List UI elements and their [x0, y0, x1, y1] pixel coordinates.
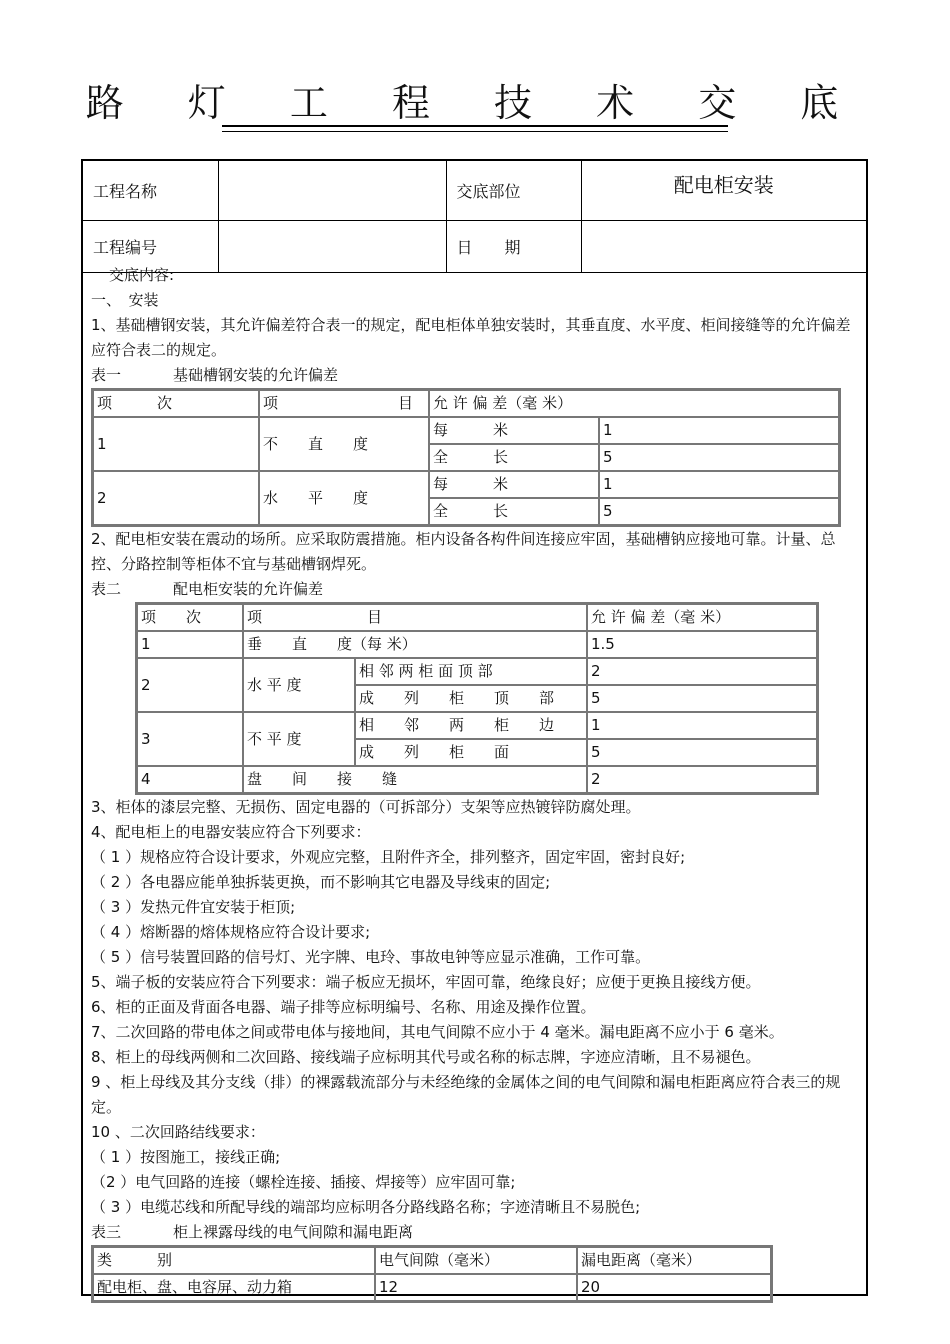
para-8: 8、柜上的母线两侧和二次回路、接线端子应标明其代号或名称的标志牌，字迹应清晰，且不易褪色。 — [91, 1048, 761, 1066]
table3-row1-creepage: 20 — [577, 1274, 771, 1301]
para-3: 3、柜体的漆层完整、无损伤、固定电器的（可拆部分）支架等应热镀锌防腐处理。 — [91, 798, 641, 816]
para-7: 7、二次回路的带电体之间或带电体与接地间，其电气间隙不应小于 4 毫米。漏电距离不应小于 6 毫米。 — [91, 1023, 784, 1041]
para-6: 6、柜的正面及背面各电器、端子排等应标明编号、名称、用途及操作位置。 — [91, 998, 596, 1016]
para-10: 10 、二次回路结线要求： — [91, 1123, 265, 1141]
table2-header-tolerance: 允 许 偏 差（毫 米） — [587, 604, 817, 631]
para-4-1: （ 1 ）规格应符合设计要求，外观应完整，且附件齐全，排列整齐，固定牢固，密封良好; — [91, 848, 686, 866]
content-intro: 交底内容: — [109, 266, 175, 284]
disclosure-content — [91, 263, 860, 1303]
table2-row4-item: 盘 间 接 缝 — [243, 766, 587, 793]
part-field[interactable]: 配电柜安装 — [581, 161, 866, 221]
disclosure-form — [81, 159, 868, 1296]
para-4-3: （ 3 ）发热元件宜安装于柜顶; — [91, 898, 296, 916]
table2-row3-no: 3 — [137, 712, 243, 766]
table2-row4-value: 2 — [587, 766, 817, 793]
table1-row2a-value: 1 — [599, 471, 839, 498]
title-underline-thick — [222, 125, 728, 127]
table2-row1-no: 1 — [137, 631, 243, 658]
table3 — [91, 1245, 773, 1303]
table2-row2-item: 水 平 度 — [243, 658, 355, 712]
para-4: 4、配电柜上的电器安装应符合下列要求： — [91, 823, 371, 841]
table2-row3b-key: 成 列 柜 面 — [355, 739, 587, 766]
table3-header-clearance: 电气间隙（毫米） — [375, 1247, 577, 1274]
table3-row1-category: 配电柜、盘、电容屏、动力箱 — [93, 1274, 375, 1301]
table1-row2b-value: 5 — [599, 498, 839, 525]
table2-row1-item: 垂 直 度（每 米） — [243, 631, 587, 658]
table3-caption-no: 表三 — [91, 1223, 122, 1241]
section-install: 一、 安装 — [91, 291, 159, 309]
table1-row1-item: 不 直 度 — [259, 417, 429, 471]
table1-row1-no: 1 — [93, 417, 259, 471]
document-title: 路 灯 工 程 技 术 交 底 — [85, 81, 865, 125]
table3-caption — [91, 1220, 860, 1245]
table1-row1a-value: 1 — [599, 417, 839, 444]
table2-row3a-key: 相 邻 两 柜 边 — [355, 712, 587, 739]
table2-row3-item: 不 平 度 — [243, 712, 355, 766]
table3-caption-text: 柜上裸露母线的电气间隙和漏电距离 — [173, 1223, 414, 1241]
table2-row2b-value: 5 — [587, 685, 817, 712]
para-10-3: （ 3 ）电缆芯线和所配导线的端部均应标明各分路线路名称；字迹清晰且不易脱色; — [91, 1198, 641, 1216]
project-name-label: 工程名称 — [83, 161, 218, 221]
table2 — [135, 602, 819, 795]
table1-row1b-value: 5 — [599, 444, 839, 471]
para-10-2: （2 ）电气回路的连接（螺栓连接、插接、焊接等）应牢固可靠; — [91, 1173, 516, 1191]
table2-row1-value: 1.5 — [587, 631, 817, 658]
table1-row2-no: 2 — [93, 471, 259, 525]
table1-row2b-key: 全 长 — [429, 498, 599, 525]
table2-row2b-key: 成 列 柜 顶 部 — [355, 685, 587, 712]
table2-caption-no: 表二 — [91, 580, 122, 598]
project-no-label: 工程编号 — [83, 221, 218, 273]
table1-header-item: 项 目 — [259, 390, 429, 417]
table2-caption — [91, 577, 860, 602]
table2-row3b-value: 5 — [587, 739, 817, 766]
table1-row1a-key: 每 米 — [429, 417, 599, 444]
table2-row4-no: 4 — [137, 766, 243, 793]
table2-row2-no: 2 — [137, 658, 243, 712]
table3-header-creepage: 漏电距离（毫米） — [577, 1247, 771, 1274]
para-10-1: （ 1 ）按图施工，接线正确; — [91, 1148, 281, 1166]
table3-header-category: 类 别 — [93, 1247, 375, 1274]
project-name-field[interactable] — [218, 161, 446, 221]
part-label: 交底部位 — [446, 161, 581, 221]
table2-caption-text: 配电柜安装的允许偏差 — [173, 580, 324, 598]
table2-row2a-key: 相 邻 两 柜 面 顶 部 — [355, 658, 587, 685]
table1-row2a-key: 每 米 — [429, 471, 599, 498]
table1 — [91, 388, 841, 527]
para-4-5: （ 5 ）信号装置回路的信号灯、光字牌、电玲、事故电钟等应显示准确，工作可靠。 — [91, 948, 651, 966]
table1-caption — [91, 363, 860, 388]
table1-row2-item: 水 平 度 — [259, 471, 429, 525]
table2-row2a-value: 2 — [587, 658, 817, 685]
table1-header-tolerance: 允 许 偏 差（毫 米） — [429, 390, 839, 417]
table2-header-item: 项 目 — [243, 604, 587, 631]
table2-row3a-value: 1 — [587, 712, 817, 739]
header-table — [83, 161, 866, 273]
title-underline-thin — [222, 131, 728, 132]
para-2: 2、配电柜安装在震动的场所。应采取防震措施。柜内设备各构件间连接应牢固，基础槽钠应接地可靠。计量、总控、分路控制等柜体不宜与基础槽钢焊死。 — [91, 530, 836, 573]
table3-row1-clearance: 12 — [375, 1274, 577, 1301]
table1-caption-text: 基础槽钢安装的允许偏差 — [173, 366, 339, 384]
table1-row1b-key: 全 长 — [429, 444, 599, 471]
date-label: 日 期 — [446, 221, 581, 273]
para-4-2: （ 2 ）各电器应能单独拆装更换，而不影响其它电器及导线束的固定; — [91, 873, 551, 891]
para-1: 1、基础槽钢安装，其允许偏差符合表一的规定，配电柜体单独安装时，其垂直度、水平度、柜间接缝等的允许偏差应符合表二的规定。 — [91, 316, 851, 359]
para-4-4: （ 4 ）熔断器的熔体规格应符合设计要求; — [91, 923, 371, 941]
table2-header-no: 项 次 — [137, 604, 243, 631]
para-9: 9 、柜上母线及其分支线（排）的裸露载流部分与未经绝缘的金属体之间的电气间隙和漏电柜距离应符合表三的规定。 — [91, 1073, 841, 1116]
table1-header-no: 项 次 — [93, 390, 259, 417]
table1-caption-no: 表一 — [91, 366, 122, 384]
para-5: 5、端子板的安装应符合下列要求：端子板应无损坏，牢固可靠，绝缘良好；应便于更换且接线方便。 — [91, 973, 761, 991]
